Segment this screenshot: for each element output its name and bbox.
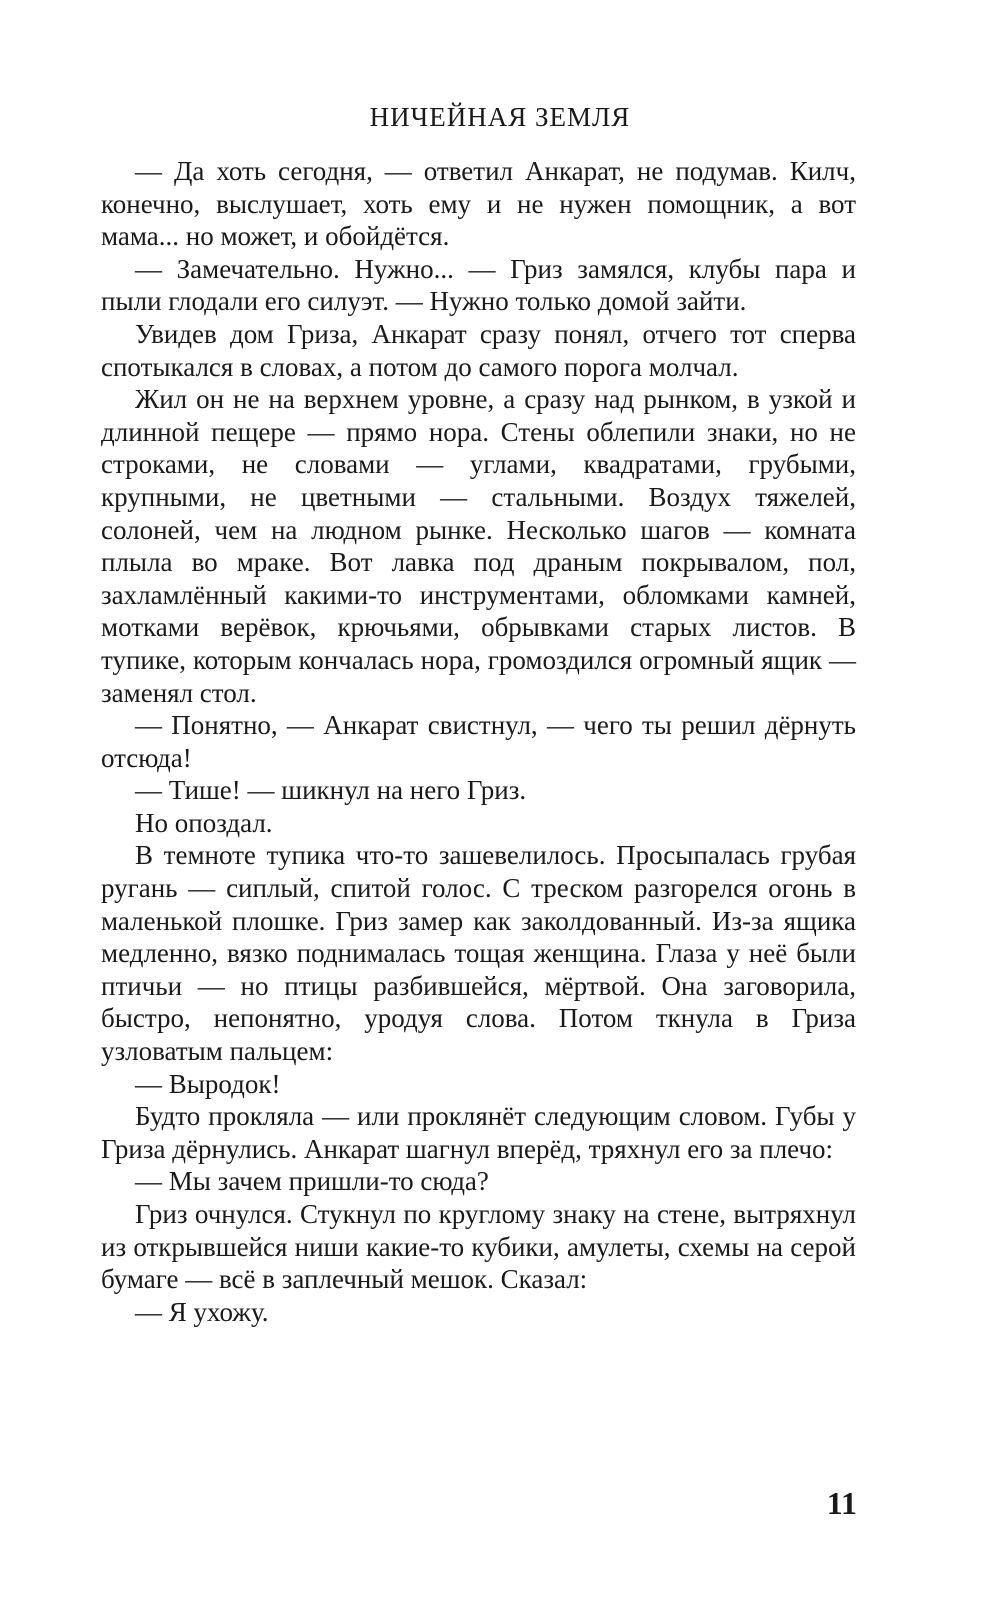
paragraph: — Да хоть сегодня, — ответил Анкарат, не подумав. Килч, конечно, выслушает, хоть ему и не нужен помощник, а вот мама... но может, и обойдётся. — [101, 156, 856, 252]
paragraph: — Замечательно. Нужно... — Гриз замялся, клубы пара и пыли глодали его силуэт. — Нужно только домой зайти. — [101, 253, 856, 317]
page-number: 11 — [826, 1485, 857, 1521]
paragraph: Жил он не на верхнем уровне, а сразу над рынком, в узкой и длинной пещере — прямо нора. Стены облепили знаки, но не строками, не словами — углами, квадратами, грубыми, крупными, не цветными — стальными. Воздух тяжелей, солоней, чем на людном рынке. Несколько шагов — комната плыла во мраке. Вот лавка под драным покрывалом, пол, захламлённый какими-то инструментами, обломками камней, мотками верёвок, крючьями, обрывками старых листов. В тупике, которым кончалась нора, громоздился огромный ящик — заменял стол. — [101, 384, 856, 708]
running-title: НИЧЕЙНАЯ ЗЕМЛЯ — [369, 102, 631, 132]
paragraph: Увидев дом Гриза, Анкарат сразу понял, отчего тот сперва спотыкался в словах, а потом до самого порога молчал. — [101, 318, 856, 382]
paragraph: — Мы зачем пришли-то сюда? — [135, 1166, 489, 1197]
body-text — [101, 155, 856, 1328]
paragraph: — Тише! — шикнул на него Гриз. — [135, 775, 527, 806]
paragraph: Будто прокляла — или проклянёт следующим словом. Губы у Гриза дёрнулись. Анкарат шагнул вперёд, тряхнул его за плечо: — [101, 1101, 856, 1164]
paragraph: — Я ухожу. — [135, 1296, 269, 1327]
paragraph: Гриз очнулся. Стукнул по круглому знаку на стене, вытряхнул из открывшейся ниши какие-то кубики, амулеты, схемы на серой бумаге — всё в заплечный мешок. Сказал: — [101, 1199, 856, 1295]
paragraph: В темноте тупика что-то зашевелилось. Просыпалась грубая ругань — сиплый, спитой голос. С треском разгорелся огонь в маленькой плошке. Гриз замер как заколдованный. Из-за ящика медленно, вязко поднималась тощая женщина. Глаза у неё были птичьи — но птицы разбившейся, мёртвой. Она заговорила, быстро, непонятно, уродуя слова. Потом ткнула в Гриза узловатым пальцем: — [101, 840, 856, 1067]
paragraph: — Выродок! — [135, 1068, 281, 1099]
paragraph: Но опоздал. — [135, 807, 273, 838]
paragraph: — Понятно, — Анкарат свистнул, — чего ты решил дёрнуть отсюда! — [101, 710, 856, 773]
